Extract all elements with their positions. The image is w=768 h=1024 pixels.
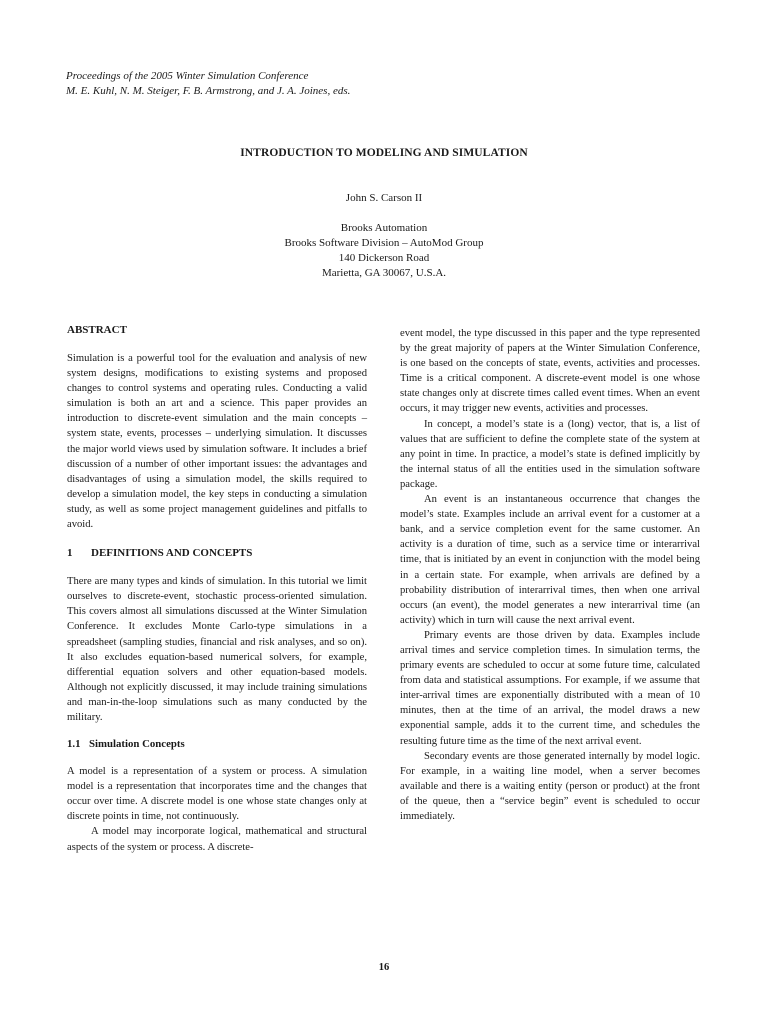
affiliation-company: Brooks Automation	[340, 222, 428, 234]
affiliation-city: Marietta, GA 30067, U.S.A.	[321, 267, 447, 279]
affiliation-division: Brooks Software Division – AutoMod Group	[284, 237, 484, 249]
section-1-heading	[67, 546, 367, 561]
page-number: 16	[378, 962, 390, 973]
paper-title: INTRODUCTION TO MODELING AND SIMULATION	[240, 147, 528, 159]
section-1-number: 1	[67, 547, 73, 560]
abstract-heading: ABSTRACT	[67, 324, 127, 336]
left-column	[67, 323, 367, 855]
section-1-1-paragraph-1: A model is a representation of a system or process. A simulation model is a representation that incorporates time and the changes that occur over time. A discrete model is one whose state changes only at discrete points in time, not continuously.	[67, 766, 367, 823]
section-1-1-number: 1.1	[67, 738, 81, 751]
right-paragraph-3: An event is an instantaneous occurrence that changes the model’s state. Examples include an arrival event for a customer at a bank, and a service completion event for the same customer. An activity is a duration of time, such as a service time or interarrival time, that is initiated by an event in conjunction with the model being in a certain state. For example, when arrivals are defined by a probability distribution of interarrival times, then when one arrival occurs (an event), the model generates a new interarrival time (an activity) which in turn will cause the next arrival event.	[400, 494, 700, 626]
affiliation-block	[0, 221, 768, 281]
right-column	[400, 326, 700, 824]
author-name: John S. Carson II	[345, 192, 423, 204]
section-1-title: DEFINITIONS AND CONCEPTS	[91, 547, 253, 560]
section-1-1-paragraph-2: A model may incorporate logical, mathematical and structural aspects of the system or process. A discrete-	[67, 826, 367, 853]
abstract-text: Simulation is a powerful tool for the evaluation and analysis of new system designs, modifications to existing systems and proposed changes to control systems and operating rules. Conducting a valid simulation is both an art and a science. This paper provides an introduction to discrete-event simulation and the main concepts – system state, events, processes – underlying simulation. It discusses the major world views used by simulation software. It includes a brief discussion of a number of other important issues: the advantages and disadvantages of using a simulation model, the skills required to develop a simulation model, the key steps in conducting a simulation study, as well as some project management guidelines and pitfalls to avoid.	[67, 353, 367, 531]
editors-line: M. E. Kuhl, N. M. Steiger, F. B. Armstrong, and J. A. Joines, eds.	[66, 85, 351, 97]
proceedings-header	[66, 69, 706, 99]
section-1-text: There are many types and kinds of simulation. In this tutorial we limit ourselves to discrete-event, stochastic process-oriented simulation. This covers almost all simulations discussed at the Winter Simulation Conference. It excludes Monte Carlo-type simulations in a spreadsheet (sampling studies, financial and risk analyses, and so on). It also excludes equation-based numerical solvers, for example, differential equation solvers and other equation-based models. Although not explicitly discussed, it may include training simulations and man-in-the-loop simulations such as many conducted by the military.	[67, 576, 367, 723]
right-paragraph-2: In concept, a model’s state is a (long) vector, that is, a list of values that are sufficient to define the complete state of the system at any point in time. In practice, a model’s state is defined implicitly by the internal status of all the entities used in the simulation software package.	[400, 418, 700, 490]
proceedings-line: Proceedings of the 2005 Winter Simulation Conference	[66, 70, 309, 82]
right-paragraph-1: event model, the type discussed in this paper and the type represented by the great majority of papers at the Winter Simulation Conference, is one based on the concepts of state, events, activities and processes. Time is a critical component. A discrete-event model is one whose state changes only at discrete times called event times. When an event occurs, it may trigger new events, activities and processes.	[400, 328, 700, 415]
section-1-1-title: Simulation Concepts	[89, 738, 185, 751]
right-paragraph-4: Primary events are those driven by data. Examples include arrival times and service completion times. In simulation terms, the primary events are scheduled to occur at some future time, calculated from data and statistical assumptions. For example, if we assume that inter-arrival times are exponentially distributed with a mean of 10 minutes, then at the time of an arrival, the model draws a new exponential sample, adds it to the current time, and schedules the resulting future time as the time of the next arrival event.	[400, 629, 700, 747]
affiliation-street: 140 Dickerson Road	[338, 252, 430, 264]
section-1-1-heading	[67, 737, 367, 752]
right-paragraph-5: Secondary events are those generated internally by model logic. For example, in a waiting line model, when a server becomes available and there is a waiting entity (person or product) at the front of the queue, then a “service begin” event is scheduled to occur immediately.	[400, 750, 700, 822]
